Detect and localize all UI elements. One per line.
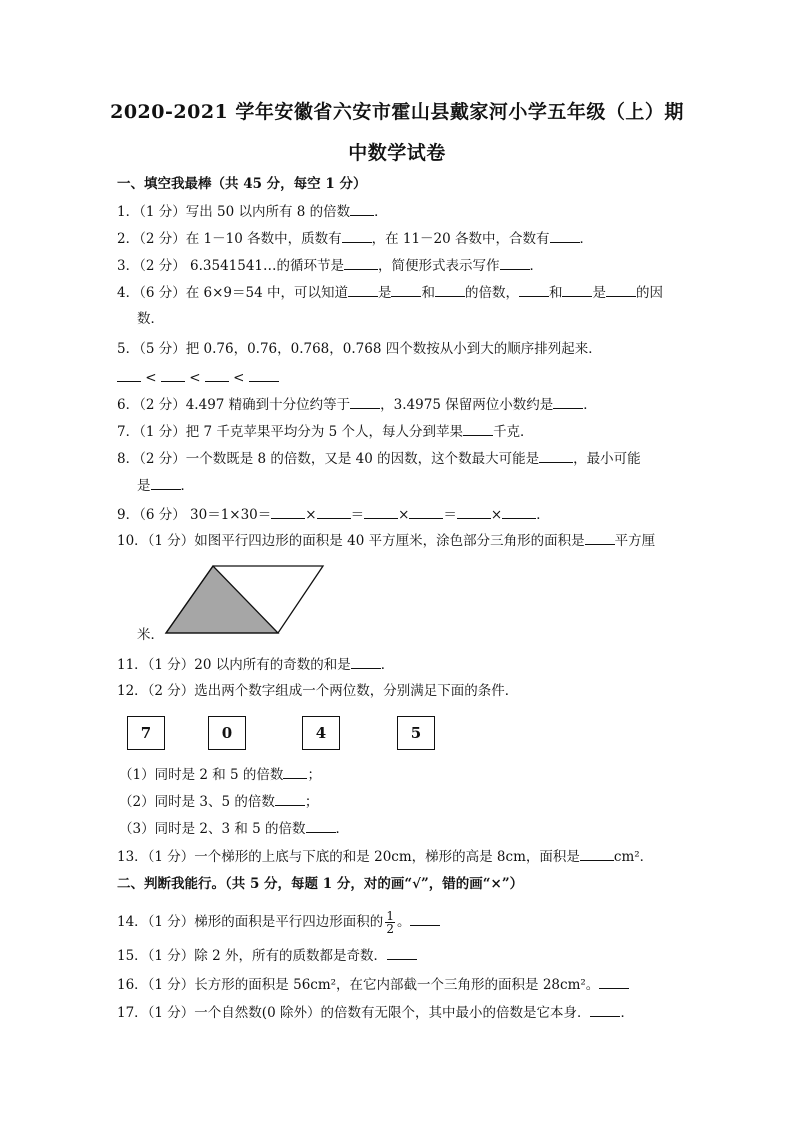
question-8: [117, 449, 641, 468]
question-12-part-1: [119, 765, 321, 784]
answer-blank[interactable]: [387, 946, 417, 960]
answer-blank[interactable]: [500, 256, 530, 270]
question-5: 5．（5 分）把 0.7̇6̇，0.76̇，0.768，0.76̇8 四个数按从小到大的顺序排列起来．: [117, 341, 602, 357]
q3-text-b: ，简便形式表示写作: [378, 258, 500, 274]
answer-blank[interactable]: [271, 505, 305, 519]
answer-blank[interactable]: [350, 395, 380, 409]
q2-text: 2．（2 分）在 1－10 各数中，质数有: [117, 231, 342, 247]
answer-blank[interactable]: [457, 505, 491, 519]
times-sign: ×: [305, 507, 317, 523]
answer-blank[interactable]: [606, 283, 636, 297]
q12-p3-end: ．: [335, 821, 350, 837]
q4-text-e: 和: [548, 285, 563, 301]
answer-blank[interactable]: [364, 505, 398, 519]
q16-text: 16．（1 分）长方形的面积是 56cm²，在它内部截一个三角形的面积是 28cm²。: [117, 977, 600, 993]
question-10: [117, 531, 655, 550]
q3-end: ．: [529, 258, 544, 274]
question-11: [117, 655, 394, 674]
q8-text-b: ，最小可能: [573, 451, 641, 467]
question-17: [117, 1003, 634, 1022]
answer-blank[interactable]: [350, 202, 374, 216]
q2-text-b: ，在 11－20 各数中，合数有: [371, 231, 550, 247]
less-than: <: [233, 370, 245, 386]
question-5-answer-row: [117, 368, 279, 387]
answer-blank[interactable]: [205, 368, 229, 382]
q17-text: 17．（1 分）一个自然数(0 除外）的倍数有无限个，其中最小的倍数是它本身．: [117, 1005, 591, 1021]
question-12-part-3: [119, 819, 349, 838]
answer-blank[interactable]: [117, 368, 141, 382]
page-title-line2: 中数学试卷: [348, 142, 446, 164]
q4-text-b: 是: [377, 285, 392, 301]
q6-text: 6．（2 分）4.497 精确到十分位约等于: [117, 397, 351, 413]
q4-text-d: 的倍数，: [464, 285, 519, 301]
answer-blank[interactable]: [590, 1003, 620, 1017]
q7-text: 7．（1 分）把 7 千克苹果平均分为 5 个人，每人分到苹果: [117, 424, 464, 440]
fraction-numerator: 1: [386, 909, 394, 923]
question-4-cont: 数．: [137, 311, 164, 327]
question-10-cont: 米．: [137, 627, 164, 643]
q10-text: 10．（1 分）如图平行四边形的面积是 40 平方厘米，涂色部分三角形的面积是: [117, 533, 585, 549]
answer-blank[interactable]: [539, 449, 573, 463]
times-sign: ×: [398, 507, 410, 523]
less-than: <: [145, 370, 157, 386]
q1-end: ．: [374, 204, 388, 220]
q1-text: 1．（1 分）写出 50 以内所有 8 的倍数: [117, 204, 351, 220]
q11-text: 11．（1 分）20 以内所有的奇数的和是: [117, 657, 351, 673]
q17-end: ．: [620, 1005, 634, 1021]
q11-end: ．: [380, 657, 395, 673]
answer-blank[interactable]: [550, 229, 580, 243]
q7-end: 千克．: [493, 424, 534, 440]
q12-p1-end: ；: [307, 767, 321, 783]
shaded-triangle: [166, 566, 278, 633]
q10-text-b: 平方厘: [614, 533, 656, 549]
answer-blank[interactable]: [410, 912, 440, 926]
answer-blank[interactable]: [344, 256, 378, 270]
q2-end: ．: [579, 231, 594, 247]
q4-text-f: 是: [592, 285, 606, 301]
q4-text: 4．（6 分）在 6×9＝54 中，可以知道: [117, 285, 348, 301]
parallelogram-figure: [163, 563, 328, 635]
digit-card-7: 7: [127, 716, 165, 750]
question-7: [117, 422, 534, 441]
question-13: [117, 847, 653, 866]
answer-blank[interactable]: [562, 283, 592, 297]
digit-card-0: 0: [208, 716, 246, 750]
answer-blank[interactable]: [283, 765, 307, 779]
q14-end: 。: [396, 914, 411, 930]
answer-blank[interactable]: [599, 975, 629, 989]
page-title-line1: 2020-2021 学年安徽省六安市霍山县戴家河小学五年级（上）期: [110, 101, 684, 123]
q6-end: ．: [583, 397, 597, 413]
question-16: [117, 975, 629, 994]
times-sign: ×: [490, 507, 503, 523]
question-3: [117, 256, 543, 275]
answer-blank[interactable]: [249, 368, 279, 382]
q9-text: 9．（6 分） 30＝1×30＝: [117, 507, 272, 523]
q8-text-c: 是: [137, 478, 151, 494]
q12-p2-end: ；: [304, 794, 319, 810]
question-8-cont: [137, 476, 194, 495]
fraction-denominator: 2: [386, 922, 394, 936]
answer-blank[interactable]: [317, 505, 351, 519]
less-than: <: [189, 370, 201, 386]
q12-p1-text: （1）同时是 2 和 5 的倍数: [119, 767, 284, 783]
answer-blank[interactable]: [435, 283, 465, 297]
answer-blank[interactable]: [306, 819, 336, 833]
section-1-heading: 一、填空我最棒（共 45 分，每空 1 分）: [117, 176, 367, 192]
answer-blank[interactable]: [502, 505, 536, 519]
answer-blank[interactable]: [391, 283, 421, 297]
question-4: [117, 283, 663, 302]
question-12-part-2: [119, 792, 318, 811]
digit-card-5: 5: [397, 716, 435, 750]
question-2: [117, 229, 593, 248]
equals-sign: ＝: [443, 507, 457, 523]
equals-sign: ＝: [350, 507, 365, 523]
digit-card-4: 4: [302, 716, 340, 750]
q14-text: 14．（1 分）梯形的面积是平行四边形面积的: [117, 914, 384, 930]
answer-blank[interactable]: [463, 422, 493, 436]
answer-blank[interactable]: [351, 655, 381, 669]
answer-blank[interactable]: [409, 505, 443, 519]
question-6: [117, 395, 597, 414]
question-9: [117, 505, 550, 524]
q12-p2-text: （2）同时是 3、5 的倍数: [119, 794, 275, 810]
answer-blank[interactable]: [348, 283, 378, 297]
answer-blank[interactable]: [151, 476, 181, 490]
q12-p3-text: （3）同时是 2、3 和 5 的倍数: [119, 821, 306, 837]
section-2-heading: 二、判断我能行。（共 5 分，每题 1 分，对的画“√”，错的画“×”）: [117, 876, 524, 892]
answer-blank[interactable]: [585, 531, 615, 545]
q9-end: ．: [536, 507, 550, 523]
fraction-one-half: [385, 910, 395, 935]
answer-blank[interactable]: [580, 847, 614, 861]
q15-text: 15．（1 分）除 2 外，所有的质数都是奇数．: [117, 948, 387, 964]
q6-text-b: ，3.4975 保留两位小数约是: [380, 397, 554, 413]
q8-text: 8．（2 分）一个数既是 8 的倍数，又是 40 的因数，这个数最大可能是: [117, 451, 540, 467]
q8-end: ．: [180, 478, 194, 494]
question-15: [117, 946, 417, 965]
q13-text: 13．（1 分）一个梯形的上底与下底的和是 20cm，梯形的高是 8cm，面积是: [117, 849, 580, 865]
answer-blank[interactable]: [342, 229, 372, 243]
answer-blank[interactable]: [161, 368, 185, 382]
answer-blank[interactable]: [519, 283, 549, 297]
question-14: [117, 910, 440, 935]
question-1: [117, 202, 388, 221]
q4-text-c: 和: [421, 285, 435, 301]
q4-text-g: 的因: [635, 285, 663, 301]
q13-end: cm²．: [613, 849, 654, 865]
q3-text: 3．（2 分） 6.3541541…的循环节是: [117, 258, 345, 274]
question-12: 12．（2 分）选出两个数字组成一个两位数，分别满足下面的条件．: [117, 683, 519, 699]
answer-blank[interactable]: [553, 395, 583, 409]
answer-blank[interactable]: [275, 792, 305, 806]
